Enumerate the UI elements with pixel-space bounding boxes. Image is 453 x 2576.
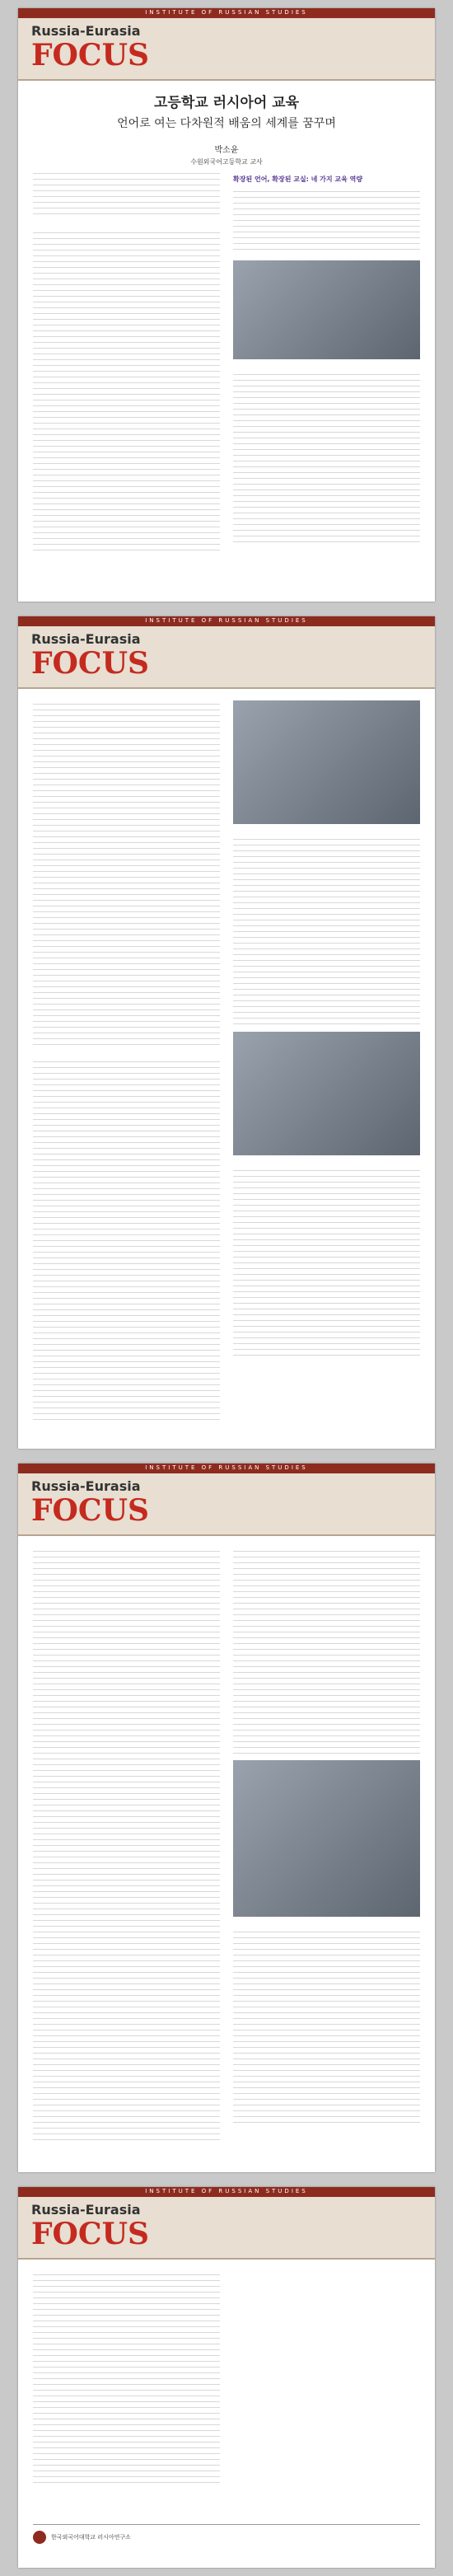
masthead-title-main: FOCUS (31, 2217, 149, 2251)
body-text (233, 188, 420, 254)
masthead-stripe (18, 2187, 435, 2197)
institute-label: INSTITUTE OF RUSSIAN STUDIES (145, 617, 308, 624)
masthead (18, 2187, 435, 2260)
masthead (18, 616, 435, 689)
page-3 (18, 1464, 435, 2172)
institute-label: INSTITUTE OF RUSSIAN STUDIES (145, 2188, 308, 2194)
masthead-title-main: FOCUS (31, 38, 149, 73)
col-right (233, 1548, 420, 2141)
body-text (233, 1548, 420, 1754)
title-block (18, 81, 435, 173)
photo (233, 1760, 420, 1917)
page-1 (18, 8, 435, 602)
photo (233, 700, 420, 824)
body-text (233, 371, 420, 544)
page-2 (18, 616, 435, 1449)
masthead-title-top: Russia-Eurasia (31, 1478, 141, 1494)
col-right (233, 2271, 420, 2485)
institute-label: INSTITUTE OF RUSSIAN STUDIES (145, 1464, 308, 1471)
article-subtitle: 언어로 여는 다차원적 배움의 세계를 꿈꾸며 (117, 117, 336, 130)
footer (33, 2524, 420, 2550)
masthead (18, 1464, 435, 1536)
masthead-title-main: FOCUS (31, 646, 149, 681)
body-text (233, 836, 420, 1025)
masthead-stripe (18, 616, 435, 626)
body-text (233, 1167, 420, 1356)
photo (233, 260, 420, 359)
masthead-title-top: Russia-Eurasia (31, 2202, 141, 2218)
masthead (18, 8, 435, 81)
masthead-title-main: FOCUS (31, 1493, 149, 1528)
institute-label: INSTITUTE OF RUSSIAN STUDIES (145, 9, 308, 16)
page-4 (18, 2187, 435, 2568)
author-name: 박소윤 (214, 146, 239, 155)
epigraph (33, 170, 220, 219)
columns-3 (33, 1548, 420, 2141)
author-affiliation: 수원외국어고등학교 교사 (190, 158, 263, 166)
body-text (33, 229, 220, 550)
col-left (33, 2271, 220, 2485)
columns-2 (33, 700, 420, 1421)
body-text (33, 2271, 220, 2485)
body-text (33, 1548, 220, 2141)
columns-4 (33, 2271, 420, 2485)
masthead-stripe (18, 8, 435, 18)
col-left (33, 170, 220, 550)
masthead-title-top: Russia-Eurasia (31, 23, 141, 39)
body-text (33, 700, 220, 1047)
body-text (233, 1928, 420, 2126)
col-left (33, 700, 220, 1421)
body-text (33, 1058, 220, 1421)
institute-logo-icon (33, 2531, 46, 2544)
section-heading: 확장된 언어, 확장된 교실: 네 가지 교육 역량 (233, 176, 363, 183)
columns-1 (33, 170, 420, 550)
footer-org: 한국외국어대학교 러시아연구소 (51, 2534, 131, 2541)
article-title: 고등학교 러시아어 교육 (153, 95, 300, 111)
masthead-stripe (18, 1464, 435, 1473)
col-left (33, 1548, 220, 2141)
col-right (233, 700, 420, 1421)
photo (233, 1032, 420, 1155)
masthead-title-top: Russia-Eurasia (31, 631, 141, 647)
col-right (233, 170, 420, 550)
